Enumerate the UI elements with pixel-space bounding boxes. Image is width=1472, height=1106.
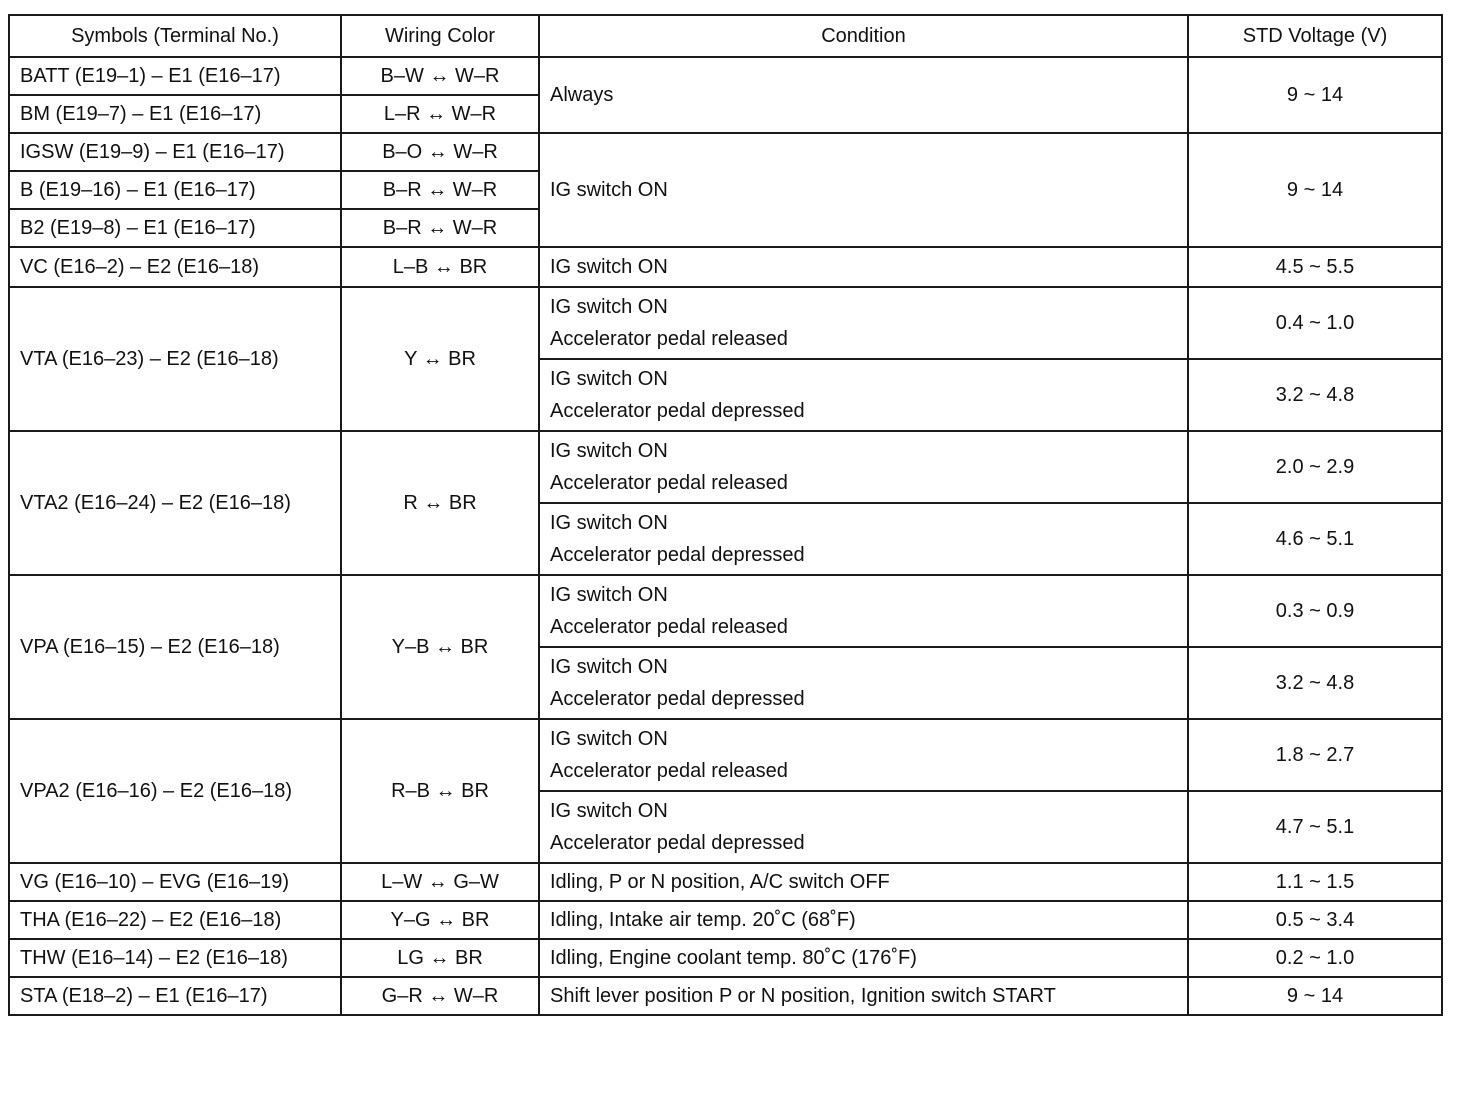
condition-cell [539, 359, 1188, 431]
wiring-cell: Y–G ↔ BR [341, 901, 539, 939]
voltage-cell: 4.6 ~ 5.1 [1188, 503, 1442, 575]
voltage-cell: 0.4 ~ 1.0 [1188, 287, 1442, 359]
condition-cell [539, 719, 1188, 791]
condition-line: Accelerator pedal released [550, 760, 788, 782]
voltage-cell: 0.5 ~ 3.4 [1188, 901, 1442, 939]
voltage-cell: 2.0 ~ 2.9 [1188, 431, 1442, 503]
condition-line: Accelerator pedal released [550, 616, 788, 638]
symbol-cell: VG (E16–10) – EVG (E16–19) [9, 863, 341, 901]
table-row [9, 575, 1442, 647]
voltage-cell: 9 ~ 14 [1188, 133, 1442, 247]
condition-cell [539, 503, 1188, 575]
table-row [9, 863, 1442, 901]
terminal-voltage-sheet [8, 14, 1443, 1016]
table-row [9, 247, 1442, 287]
condition-cell: Shift lever position P or N position, Ignition switch START [539, 977, 1188, 1015]
condition-cell [539, 791, 1188, 863]
voltage-cell: 1.1 ~ 1.5 [1188, 863, 1442, 901]
wiring-cell: Y ↔ BR [341, 287, 539, 431]
table-row [9, 901, 1442, 939]
voltage-cell: 1.8 ~ 2.7 [1188, 719, 1442, 791]
header-row [9, 15, 1442, 57]
voltage-cell: 4.5 ~ 5.5 [1188, 247, 1442, 287]
header-std-voltage: STD Voltage (V) [1188, 15, 1442, 57]
table-row [9, 977, 1442, 1015]
condition-line: IG switch ON [550, 512, 668, 534]
voltage-cell: 3.2 ~ 4.8 [1188, 647, 1442, 719]
header-symbols: Symbols (Terminal No.) [9, 15, 341, 57]
wiring-cell: L–R ↔ W–R [341, 95, 539, 133]
voltage-cell: 9 ~ 14 [1188, 977, 1442, 1015]
condition-cell: IG switch ON [539, 247, 1188, 287]
header-condition: Condition [539, 15, 1188, 57]
condition-line: IG switch ON [550, 368, 668, 390]
wiring-cell: G–R ↔ W–R [341, 977, 539, 1015]
symbol-cell: VPA (E16–15) – E2 (E16–18) [9, 575, 341, 719]
condition-line: IG switch ON [550, 800, 668, 822]
wiring-cell: B–R ↔ W–R [341, 171, 539, 209]
table-row [9, 287, 1442, 359]
symbol-cell: VC (E16–2) – E2 (E16–18) [9, 247, 341, 287]
condition-line: IG switch ON [550, 296, 668, 318]
table-row [9, 939, 1442, 977]
wiring-cell: B–O ↔ W–R [341, 133, 539, 171]
symbol-cell: BM (E19–7) – E1 (E16–17) [9, 95, 341, 133]
condition-line: Accelerator pedal depressed [550, 832, 805, 854]
voltage-cell: 0.2 ~ 1.0 [1188, 939, 1442, 977]
voltage-cell: 0.3 ~ 0.9 [1188, 575, 1442, 647]
symbol-cell: VTA (E16–23) – E2 (E16–18) [9, 287, 341, 431]
wiring-cell: B–W ↔ W–R [341, 57, 539, 95]
condition-cell: IG switch ON [539, 133, 1188, 247]
condition-line: IG switch ON [550, 728, 668, 750]
condition-cell [539, 431, 1188, 503]
wiring-cell: LG ↔ BR [341, 939, 539, 977]
wiring-cell: R ↔ BR [341, 431, 539, 575]
symbol-cell: IGSW (E19–9) – E1 (E16–17) [9, 133, 341, 171]
table-row [9, 133, 1442, 171]
symbol-cell: B (E19–16) – E1 (E16–17) [9, 171, 341, 209]
symbol-cell: BATT (E19–1) – E1 (E16–17) [9, 57, 341, 95]
condition-line: IG switch ON [550, 656, 668, 678]
condition-cell [539, 287, 1188, 359]
condition-line: Accelerator pedal released [550, 472, 788, 494]
header-wiring-color: Wiring Color [341, 15, 539, 57]
wiring-cell: B–R ↔ W–R [341, 209, 539, 247]
wiring-cell: L–B ↔ BR [341, 247, 539, 287]
condition-line: IG switch ON [550, 440, 668, 462]
table-row [9, 719, 1442, 791]
wiring-cell: R–B ↔ BR [341, 719, 539, 863]
terminal-voltage-table [8, 14, 1443, 1016]
condition-cell [539, 575, 1188, 647]
condition-cell: Idling, Intake air temp. 20˚C (68˚F) [539, 901, 1188, 939]
condition-line: Accelerator pedal depressed [550, 544, 805, 566]
symbol-cell: VPA2 (E16–16) – E2 (E16–18) [9, 719, 341, 863]
table-row [9, 57, 1442, 95]
symbol-cell: THW (E16–14) – E2 (E16–18) [9, 939, 341, 977]
symbol-cell: THA (E16–22) – E2 (E16–18) [9, 901, 341, 939]
symbol-cell: STA (E18–2) – E1 (E16–17) [9, 977, 341, 1015]
voltage-cell: 9 ~ 14 [1188, 57, 1442, 133]
condition-cell [539, 647, 1188, 719]
condition-line: Accelerator pedal released [550, 328, 788, 350]
symbol-cell: B2 (E19–8) – E1 (E16–17) [9, 209, 341, 247]
wiring-cell: L–W ↔ G–W [341, 863, 539, 901]
symbol-cell: VTA2 (E16–24) – E2 (E16–18) [9, 431, 341, 575]
voltage-cell: 4.7 ~ 5.1 [1188, 791, 1442, 863]
wiring-cell: Y–B ↔ BR [341, 575, 539, 719]
condition-line: Accelerator pedal depressed [550, 400, 805, 422]
condition-cell: Always [539, 57, 1188, 133]
condition-cell: Idling, P or N position, A/C switch OFF [539, 863, 1188, 901]
condition-line: Accelerator pedal depressed [550, 688, 805, 710]
table-row [9, 431, 1442, 503]
condition-cell: Idling, Engine coolant temp. 80˚C (176˚F) [539, 939, 1188, 977]
condition-line: IG switch ON [550, 584, 668, 606]
voltage-cell: 3.2 ~ 4.8 [1188, 359, 1442, 431]
